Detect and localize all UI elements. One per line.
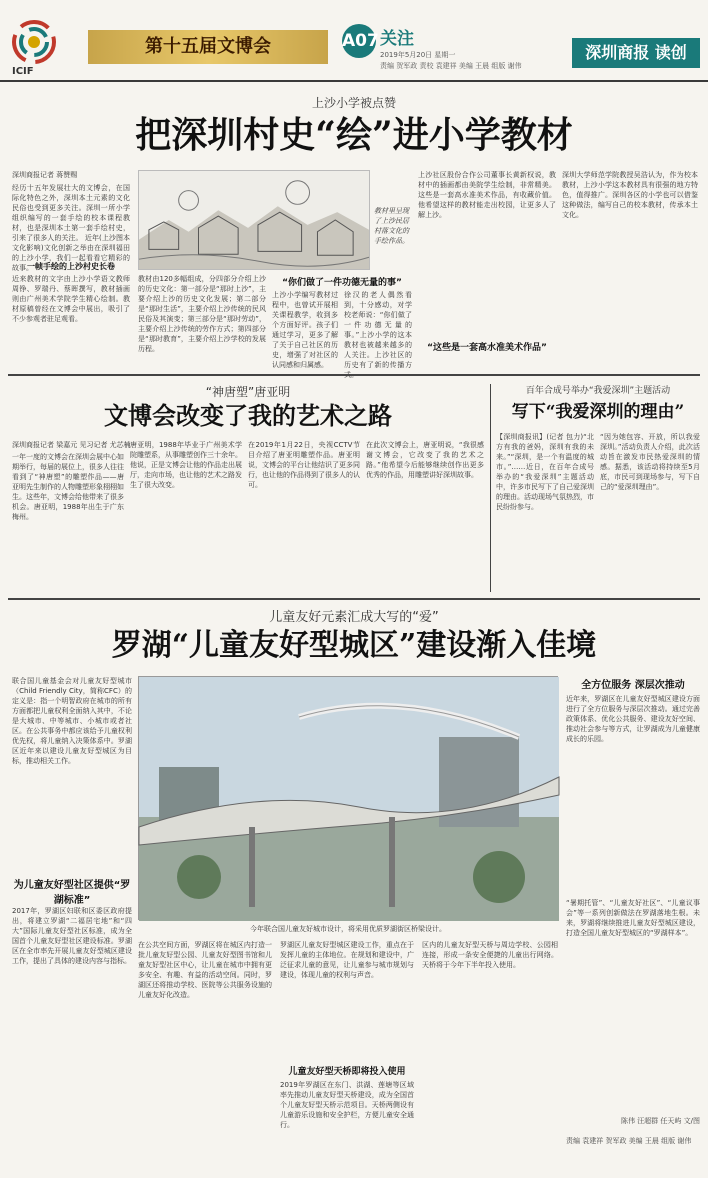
story4-col8: “暑期托管”、“儿童友好社区”、“儿童议事会”等一系列创新做法在罗湖落地生根。未来，罗湖将继续推进儿童友好型城区建设，打造全国儿童友好型城区的“罗湖样本”。 — [566, 899, 700, 937]
logo-text: ICIF — [12, 66, 34, 77]
story4-reporters: 陈伟 汪超群 任天屿 文/图 — [620, 1117, 700, 1125]
story2-byline: 深圳商报记者 梁嘉元 见习记者 尤芯楠 — [12, 441, 131, 449]
story4-subhead2: 儿童友好型天桥即将投入使用 — [288, 1067, 406, 1077]
story1-headline: 把深圳村史“绘”进小学教材 — [135, 114, 573, 156]
story4-editors: 责编 袁建祥 贺军政 美编 王晨 组版 谢伟 — [566, 1137, 692, 1145]
icif-logo — [10, 18, 58, 66]
editors-line: 责编 贺军政 责校 袁建祥 美编 王晨 组版 谢伟 — [380, 62, 522, 70]
story1-lead-text: 经历十五年发展壮大的文博会，在国际化特色之外，深圳本土元素的文化民俗也受到更多关注。深圳一所小学组织编写的一套手绘的校本课程教材，也是深圳本土第一套手绘村史，引来了很多人的关注。 — [12, 184, 130, 242]
sketch-caption: 教材里呈现了上沙民居村落文化的手绘作品。 — [374, 207, 409, 245]
photo-caption: 今年联合国儿童友好城市设计，将采用优质罗湖街区桥梁设计。 — [250, 925, 446, 933]
newspaper-brand: 深圳商报 读创 — [572, 38, 700, 68]
story1-col4: 徐汉的老人偶然看到，十分感动，对学校老师说：“你们做了一件功德无量的事。”上沙小学的这本教材也被越来越多的人关注。上沙社区的历史有了新的传播方 — [344, 291, 412, 369]
story2-col4: 在此次文博会上，唐亚明说，“我很感谢文博会，它改变了我的艺术之路。”他希望今后能够继续创作出更多优秀的作品，用雕塑讲好深圳故事。 — [366, 441, 484, 479]
story1-byline: 深圳商报记者 蒋赞赐 — [12, 171, 78, 179]
story3-kicker: 百年合成号举办“我爱深圳”主题活动 — [525, 386, 671, 396]
story1-col5: 上沙社区股份合作公司董事长黄新权说，教材中的插画都由美院学生绘制，非常精美。这些是一套高水准美术作品，有收藏价值。他希望这样的教材能走出校园，让更多人了解上沙。 — [418, 171, 556, 219]
story4-col7: 近年来，罗湖区在儿童友好型城区建设方面进行了全方位服务与深层次推动。通过完善政策体系、优化公共服务、建设友好空间、推动社会参与等方式，让罗湖成为儿童健康成长的乐园。 — [566, 695, 700, 743]
story2-headline: 文博会改变了我的艺术之路 — [104, 401, 392, 430]
page-header — [0, 0, 708, 82]
story1-col2: 教材由120多幅组成，分四部分介绍上沙的历史文化：第一部分是“那时上沙”，主要介绍上沙的历史文化发展；第二部分是“那时生活”，主要介绍上沙传统的民风民俗及其演变；第三部分是“那时劳动”，主要介绍上沙传统的劳作方式；第四部分是“那时教育”，主要介绍上沙学校的发展历程。 — [138, 275, 266, 353]
story4-col4: 罗湖区儿童友好型城区建设工作，重点在于发挥儿童的主体地位。在规划和建设中，广泛征求儿童的意见，让儿童参与城市规划与建设，体现儿童的权利与声音。 — [280, 941, 414, 979]
date-line: 2019年5月20日 星期一 — [380, 51, 456, 59]
divider — [8, 598, 700, 600]
story1-pull-quote1: “你们做了一件功德无量的事” — [282, 278, 402, 288]
section-title: 关注 — [380, 29, 414, 49]
story1-lead2-text: 近年(上沙图本文化影响)文化创新之举由在深圳福田的上沙小学，我们一起看看它精彩的故事。 — [12, 234, 131, 272]
story4-headline: 罗湖“儿童友好型城区”建设渐入佳境 — [111, 628, 597, 663]
expo-title: 第十五届文博会 — [145, 36, 271, 57]
header-meta — [380, 50, 522, 72]
story1-col3: 上沙小学编写教材过程中，也曾试开展相关课程教学，收到多个方面好评。孩子们通过学习，更多了解了关于自己社区的历史，增强了对社区的认同感和归属感。 — [272, 291, 338, 369]
story4-col6: 区内的儿童友好型天桥与周边学校、公园相连接，形成一条安全便捷的儿童出行网络。天桥将于今年下半年投入使用。 — [422, 941, 558, 969]
expo-banner — [88, 30, 328, 64]
story2-kicker: “神唐塑”唐亚明 — [205, 385, 291, 399]
story1-kicker: 上沙小学被点赞 — [311, 96, 396, 110]
divider — [8, 374, 700, 376]
story4-col5: 2019年罗湖区在东门、洪湖、莲塘等区域率先推动儿童友好型天桥建设，成为全国首个儿童友好型天桥示范项目。天桥两侧设有儿童游乐设施和安全护栏，方便儿童安全通行。 — [280, 1081, 414, 1129]
story4-col2: 2017年，罗湖区妇联和区委区政府提出，将建立罗湖“二福居宅地”和“四大”国际儿童友好型社区标准，成为全国首个儿童友好型社区建设标准。罗湖区在全市率先开展儿童友好型城区建设工作，提出了具体的建设内容与指标。 — [12, 907, 132, 965]
story4-col1: 联合国儿童基金会对儿童友好型城市（Child Friendly City，简称CFC）的定义是：指一个明智政府在城市的所有方面都把儿童权利全面纳入其中，不论是大城市、中等城市、小城市或者社区。在公共事务中都应该给予儿童权利优先权，将儿童纳入决策体系中。罗湖区近年来以建设儿童友好型城区为目标，推动相关工作。 — [12, 677, 132, 765]
bridge-rendering-photo — [138, 676, 558, 920]
story1-pull-quote2: “这些是一套高水准美术作品” — [427, 343, 547, 353]
page-number: A07 — [342, 24, 376, 58]
vertical-divider — [490, 384, 491, 592]
story4-side-head: 全方位服务 深层次推动 — [581, 680, 685, 691]
story4-kicker: 儿童友好元素汇成大写的“爱” — [269, 610, 439, 625]
story2-col2: 唐亚明，1988年毕业于广州美术学院雕塑系，从事雕塑创作三十余年。他说，正是文博会让他的作品走出展厅，走向市场，也让他的艺术之路发生了很大改变。 — [130, 441, 242, 489]
story4-subhead: 为儿童友好型社区提供“罗湖标准” — [13, 880, 131, 906]
story4-col3: 在公共空间方面，罗湖区将在城区内打造一批儿童友好型公园、儿童友好型图书馆和儿童友好型社区中心，让儿童在城市中拥有更多安全、有趣、有益的活动空间。同时，罗湖区还将推动学校、医院等公共服务设施的儿童友好化改造。 — [138, 941, 272, 999]
story2-col3: 在2019年1月22日，央视CCTV节目介绍了唐亚明雕塑作品。唐亚明说，文博会的平台让他结识了更多同行，也让他的作品得到了很多人的认可。 — [248, 441, 360, 489]
story3-col1: 【深圳商报讯】(记者 包力)“北方有我的爸妈，深圳有我的未来。”“深圳，是一个有温度的城市。”……近日，在百年合成号举办的“我爱深圳”主题活动中，许多市民写下了自己爱深圳的理由。活动现场气氛热烈，市民纷纷参与。 — [496, 433, 594, 511]
village-sketch-image — [138, 170, 370, 270]
story2-col1: 一年一度的文博会在深圳会展中心如期举行，每届的展位上，很多人往往看到了“神唐塑”的雕塑作品——唐亚明先生制作的人物雕塑形象栩栩如生。这些年，文博会给他带来了很多机会。唐亚明，1988年出生于广东梅州。 — [12, 453, 124, 521]
story3-headline: 写下“我爱深圳的理由” — [511, 402, 685, 422]
story1-subhead: 一帧手绘的上沙村史长卷 — [27, 262, 115, 271]
story3-col2: “因为她包容、开放，所以我爱深圳。”活动负责人介绍，此次活动旨在激发市民热爱深圳的情感。据悉，该活动将持续至5月底，市民可到现场参与，写下自己的“爱深圳理由”。 — [600, 433, 700, 491]
story1-col1: 近来教材的文字由上沙小学语文教师周铮、罗瑞丹、蔡晖撰写，教材插画则由广州美术学院学生精心绘制。教材原稿曾经在文博会中展出，吸引了不少参观者驻足观看。 — [12, 275, 130, 323]
story1-col6: 深圳大学师范学院教授吴浩认为，作为校本教材，上沙小学这本教材具有很强的地方特色，值得推广。深圳各区的小学也可以借鉴这种做法，编写自己的校本教材，传承本土文化。 — [562, 171, 698, 219]
